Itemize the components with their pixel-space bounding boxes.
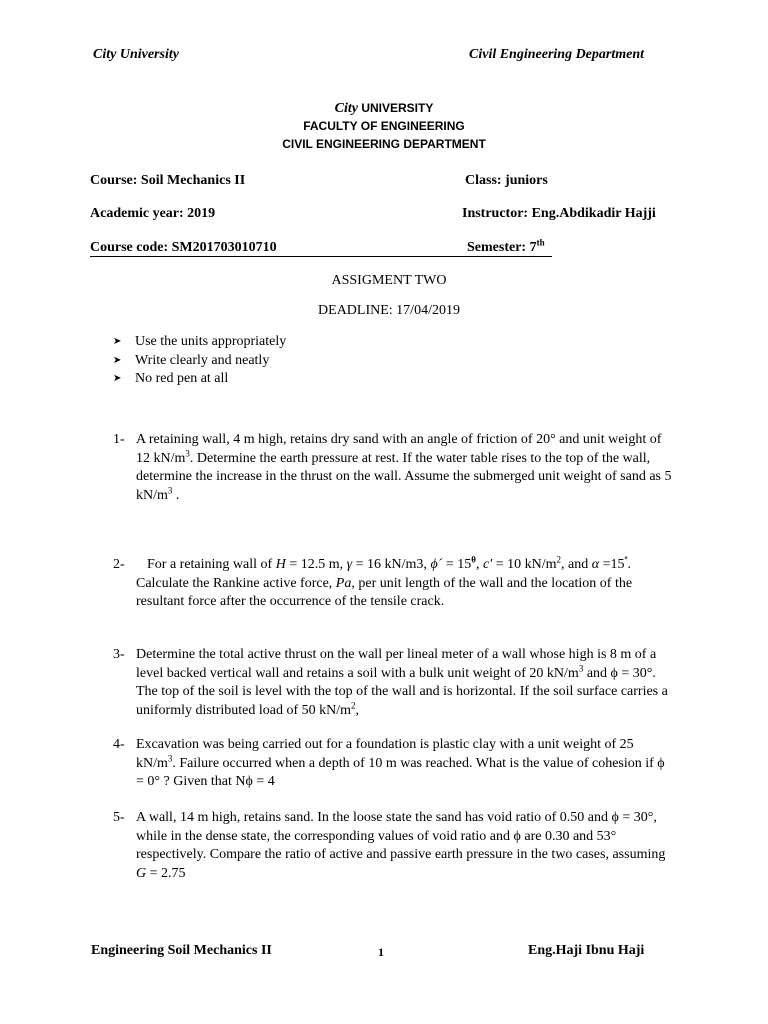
arrowhead-bullet-icon: ➤ bbox=[113, 354, 122, 366]
semester: Semester: 7th bbox=[467, 237, 545, 255]
instructor: Instructor: Eng.Abdikadir Hajji bbox=[462, 206, 656, 221]
assignment-deadline: DEADLINE: 17/04/2019 bbox=[318, 303, 460, 318]
question-text: For a retaining wall of H = 12.5 m, γ = 16 kN/m3, ϕ´ = $15^\theta$, c' = 10 $kN/m^2$, and $\alpha =15^º$. Calculate the Rankine active force, Pa, per unit length of the wall and the location of the resultant force after the occurrence of the tensile crack. bbox=[136, 554, 633, 609]
question-number: 3- bbox=[113, 647, 125, 662]
title-university: City UNIVERSITY bbox=[334, 101, 434, 116]
assignment-title: ASSIGMENT TWO bbox=[331, 273, 447, 288]
question-4 bbox=[113, 736, 673, 792]
question-3 bbox=[113, 646, 673, 720]
question-number: 5- bbox=[113, 810, 125, 825]
header-department: Civil Engineering Department bbox=[469, 47, 645, 62]
question-1 bbox=[113, 431, 673, 505]
page-number: 1 bbox=[378, 945, 384, 959]
footer-course: Engineering Soil Mechanics II bbox=[91, 943, 272, 958]
question-number: 1- bbox=[113, 432, 125, 447]
rule-item: ➤ Use the units appropriately bbox=[113, 333, 286, 352]
question-number: 4- bbox=[113, 737, 125, 752]
question-text: Determine the total active thrust on the wall per lineal meter of a wall whose high is 8 m of a level backed vertical wall and retains a soil with a bulk unit weight of 20 $kN/m^3$ and ϕ = 30°. The top of the soil is level with the top of the wall and is horizontal. If the soil surface carries a uniformly distributed load of 50 $kN/m^2$, bbox=[136, 647, 668, 718]
arrowhead-bullet-icon: ➤ bbox=[113, 373, 122, 384]
rules-list bbox=[113, 333, 286, 389]
course-code: Course code: SM201703010710 bbox=[90, 240, 277, 255]
course-name: Course: Soil Mechanics II bbox=[90, 173, 246, 188]
header-university: City University bbox=[93, 47, 179, 62]
title-department: CIVIL ENGINEERING DEPARTMENT bbox=[282, 137, 486, 151]
footer-author: Eng.Haji Ibnu Haji bbox=[528, 943, 645, 958]
info-underline bbox=[90, 256, 552, 257]
question-2 bbox=[113, 556, 673, 612]
arrowhead-bullet-icon: ➤ bbox=[113, 336, 122, 347]
class-name: Class: juniors bbox=[465, 173, 548, 188]
question-5 bbox=[113, 809, 673, 883]
title-faculty: FACULTY OF ENGINEERING bbox=[303, 119, 465, 133]
rule-item: ➤ Write clearly and neatly bbox=[113, 352, 286, 371]
rule-item: ➤ No red pen at all bbox=[113, 370, 286, 389]
question-text: Excavation was being carried out for a foundation is plastic clay with a unit weight of 25 $kN/m^3$. Failure occurred when a depth of 10 m was reached. What is the value of cohesion if ϕ = 0° ? Given that Nϕ = 4 bbox=[136, 737, 665, 789]
question-text: A wall, 14 m high, retains sand. In the loose state the sand has void ratio of 0.50 and ϕ = 30°, while in the dense state, the corresponding values of void ratio and ϕ are 0.30 and 53° respectively. Compare the ratio of active and passive earth pressure in the two cases, assuming G = 2.75 bbox=[136, 810, 666, 881]
question-text: A retaining wall, 4 m high, retains dry sand with an angle of friction of 20° and unit weight of 12 $kN/m^3$. Determine the earth pressure at rest. If the water table rises to the top of the wall, determine the increase in the thrust on the wall. Assume the submerged unit weight of sand as 5 $kN/m^3$ . bbox=[136, 432, 672, 503]
academic-year: Academic year: 2019 bbox=[90, 206, 216, 221]
question-number: 2- bbox=[113, 557, 125, 572]
